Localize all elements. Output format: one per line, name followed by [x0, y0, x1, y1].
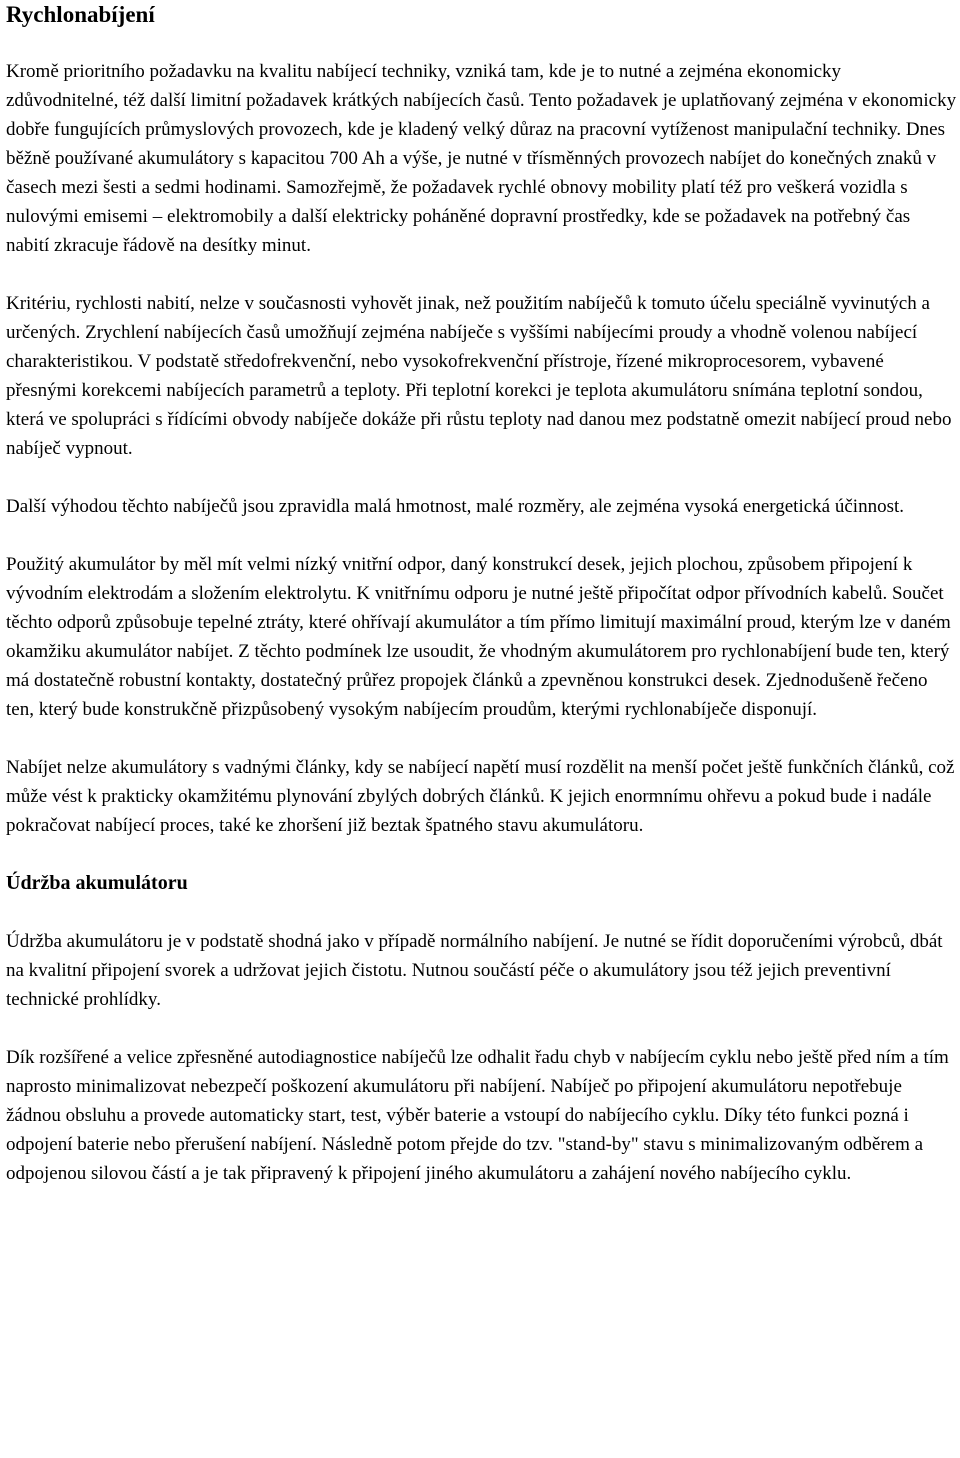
section-heading-maintenance: Údržba akumulátoru — [6, 872, 188, 894]
paragraph-maintenance: Údržba akumulátoru je v podstatě shodná jako v případě normálního nabíjení. Je nutné se řídit doporučeními výrobců, dbát na kvalitní připojení svorek a udržovat jejich čistotu. Nutnou součástí péče o akumulátory jsou též jejich preventivní technické prohlídky. — [6, 931, 943, 1010]
paragraph-autodiagnostics: Dík rozšířené a velice zpřesněné autodiagnostice nabíječů lze odhalit řadu chyb v nabíjecím cyklu nebo ještě před ním a tím naprosto minimalizovat nebezpečí poškození akumulátoru při nabíjení. Nabíječ po připojení akumulátoru nepotřebuje žádnou obsluhu a provede automaticky start, test, výběr baterie a vstoupí do nabíjecího cyklu. Díky této funkci pozná i odpojení baterie nebo přerušení nabíjení. Následně potom přejde do tzv. "stand-by" stavu s minimalizovaným odběrem a odpojenou silovou částí a je tak připravený k připojení jiného akumulátoru a zahájení nového nabíjecího cyklu. — [6, 1047, 949, 1184]
paragraph-charger-criteria: Kritériu, rychlosti nabití, nelze v současnosti vyhovět jinak, než použitím nabíječů k tomuto účelu speciálně vyvinutých a určených. Zrychlení nabíjecích časů umožňují zejména nabíječe s vyššími nabíjecími proudy a vhodně volenou nabíjecí charakteristikou. V podstatě středofrekvenční, nebo vysokofrekvenční přístroje, řízené mikroprocesorem, vybavené přesnými korekcemi nabíjecích parametrů a teploty. Při teplotní korekci je teplota akumulátoru snímána teplotní sondou, která ve spolupráci s řídícími obvody nabíječe dokáže při růstu teploty nad danou mez podstatně omezit nabíjecí proud nebo nabíječ vypnout. — [6, 293, 952, 459]
paragraph-fast-charging-requirements: Kromě prioritního požadavku na kvalitu nabíjecí techniky, vzniká tam, kde je to nutné a zejména ekonomicky zdůvodnitelné, též další limitní požadavek krátkých nabíjecích časů. Tento požadavek je uplatňovaný zejména v ekonomicky dobře fungujících průmyslových provozech, kde je kladený velký důraz na pracovní vytíženost manipulační techniky. Dnes běžně používané akumulátory s kapacitou 700 Ah a výše, je nutné v třísměnných provozech nabíjet do konečných znaků v časech mezi šesti a sedmi hodinami. Samozřejmě, že požadavek rychlé obnovy mobility platí též pro veškerá vozidla s nulovými emisemi – elektromobily a další elektricky poháněné dopravní prostředky, kde se požadavek na potřebný čas nabití zkracuje řádově na desítky minut. — [6, 61, 957, 256]
page-title: Rychlonabíjení — [6, 2, 155, 27]
paragraph-charger-advantages: Další výhodou těchto nabíječů jsou zpravidla malá hmotnost, malé rozměry, ale zejména vysoká energetická účinnost. — [6, 496, 904, 517]
paragraph-accumulator-resistance: Použitý akumulátor by měl mít velmi nízký vnitřní odpor, daný konstrukcí desek, jejich plochou, způsobem připojení k vývodním elektrodám a složením elektrolytu. K vnitřnímu odporu je nutné ještě připočítat odpor přívodních kabelů. Součet těchto odporů způsobuje tepelné ztráty, které ohřívají akumulátor a tím přímo limitují maximální proud, kterým lze v daném okamžiku akumulátor nabíjet. Z těchto podmínek lze usoudit, že vhodným akumulátorem pro rychlonabíjení bude ten, který má dostatečně robustní kontakty, dostatečný průřez propojek článků a zpevněnou konstrukci desek. Zjednodušeně řečeno ten, který bude konstrukčně přizpůsobený vysokým nabíjecím proudům, kterými rychlonabíječe disponují. — [6, 554, 951, 720]
paragraph-faulty-cells: Nabíjet nelze akumulátory s vadnými články, kdy se nabíjecí napětí musí rozdělit na menší počet ještě funkčních článků, což může vést k prakticky okamžitému plynování zbylých dobrých článků. K jejich enormnímu ohřevu a pokud bude i nadále pokračovat nabíjecí proces, také ke zhoršení již beztak špatného stavu akumulátoru. — [6, 757, 955, 836]
document-page — [6, 0, 958, 1188]
